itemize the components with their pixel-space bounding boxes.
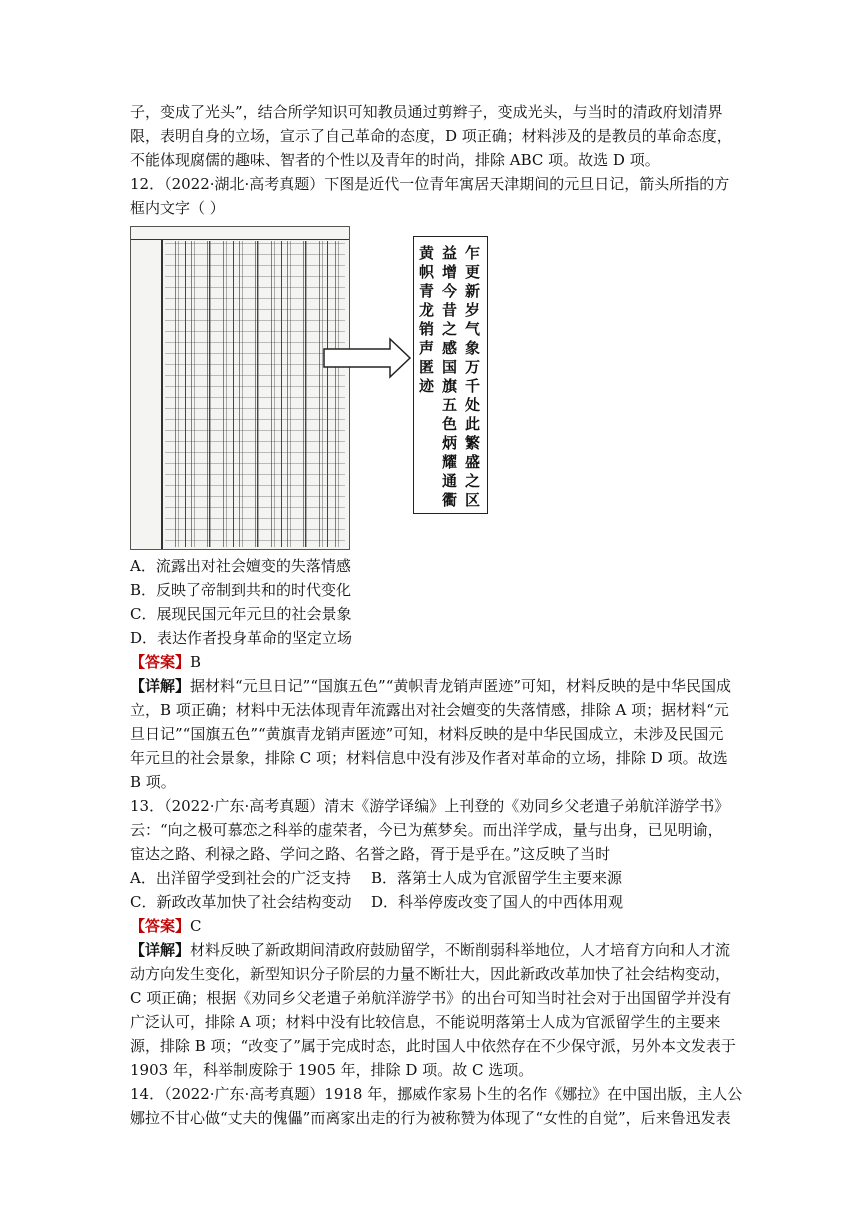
text-line: 宦达之路、利禄之路、学问之路、名誉之路，胥于是乎在。”这反映了当时 — [130, 845, 611, 863]
box-column-2: 益增今昔之感国旗五色炳耀通衢 — [440, 245, 458, 511]
text-line: 子，变成了光头”，结合所学知识可知教员通过剪辫子，变成光头，与当时的清政府划清界 — [130, 103, 723, 121]
diary-header-strip — [131, 227, 349, 240]
text-line: 动方向发生变化，新型知识分子阶层的力量不断壮大，因此新政改革加快了社会结构变动， — [130, 965, 731, 983]
text-line: 【详解】材料反映了新政期间清政府鼓励留学，不断削弱科举地位，人才培育方向和人才流 — [130, 941, 731, 959]
text-line: 源，排除 B 项；“改变了”属于完成时态，此时国人中依然存在不少保守派，另外本文发表于 — [130, 1037, 736, 1055]
question-12-answer — [130, 650, 201, 674]
text-line: 旦日记”“国旗五色”“黄旗青龙销声匿迹”可知，材料反映的是中华民国成立，未涉及民国元 — [130, 725, 724, 743]
diary-handwriting — [165, 241, 345, 547]
text-line: 立，B 项正确；材料中无法体现青年流露出对社会嬗变的失落情感，排除 A 项；据材料“元 — [130, 701, 729, 719]
question-14-stem — [130, 1082, 743, 1130]
text-line: 1903 年，科举制废除于 1905 年，排除 D 项。故 C 选项。 — [130, 1061, 534, 1079]
option-d: D．表达作者投身革命的坚定立场 — [130, 629, 353, 647]
diary-date-column — [131, 239, 163, 549]
text-line: 12．（2022·湖北·高考真题）下图是近代一位青年寓居天津期间的元旦日记，箭头所指的方 — [130, 175, 730, 193]
box-column-3: 黄帜青龙销声匿迹 — [417, 245, 435, 397]
answer-value: B — [190, 653, 202, 671]
text-line: 14．（2022·广东·高考真题）1918 年，挪威作家易卜生的名作《娜拉》在中国出版，主人公 — [130, 1085, 743, 1103]
option-c: C．新政改革加快了社会结构变动 — [130, 893, 352, 911]
text-line: 年元旦的社会景象，排除 C 项；材料信息中没有涉及作者对革命的立场，排除 D 项。故选 — [130, 749, 728, 767]
option-d: D．科举停废改变了国人的中西体用观 — [371, 893, 624, 911]
boxed-vertical-text — [413, 236, 488, 514]
text-line: 娜拉不甘心做“丈夫的傀儡”而离家出走的行为被称赞为体现了“女性的自觉”，后来鲁迅发表 — [130, 1109, 731, 1127]
question-13-stem — [130, 794, 735, 866]
box-column-1: 乍更新岁气象万千处此繁盛之区 — [463, 245, 481, 511]
option-b: B．落第士人成为官派留学生主要来源 — [371, 869, 623, 887]
text-line: C 项正确；根据《劝同乡父老遣子弟航洋游学书》的出台可知当时社会对于出国留学并没有 — [130, 989, 732, 1007]
question-13-answer — [130, 914, 202, 938]
diary-image — [130, 226, 350, 550]
text-line: 框内文字（ ） — [130, 199, 225, 217]
question-12-detail — [130, 674, 735, 794]
text-line: 13．（2022·广东·高考真题）清末《游学译编》上刊登的《劝同乡父老遣子弟航洋游学书》 — [130, 797, 730, 815]
answer-tag: 【答案】 — [130, 653, 191, 671]
question-13-detail — [130, 938, 735, 1082]
option-c: C．展现民国元年元旦的社会景象 — [130, 605, 352, 623]
text-line: 云：“向之极可慕恋之科举的虚荣者，今已为蕉梦矣。而出洋学成，量与出身，已见明谕， — [130, 821, 723, 839]
option-a: A．出洋留学受到社会的广泛支持 — [130, 869, 351, 887]
question-12-stem — [130, 172, 735, 220]
answer-tag: 【答案】 — [130, 917, 191, 935]
detail-tag: 【详解】 — [130, 677, 191, 695]
arrow-icon — [322, 336, 414, 380]
text-line: B 项。 — [130, 773, 176, 791]
option-b: B．反映了帝制到共和的时代变化 — [130, 581, 352, 599]
answer-value: C — [190, 917, 202, 935]
text-line: 限，表明自身的立场，宣示了自己革命的态度，D 项正确；材料涉及的是教员的革命态度， — [130, 127, 732, 145]
text-line: 不能体现腐儒的趣味、智者的个性以及青年的时尚，排除 ABC 项。故选 D 项。 — [130, 151, 660, 169]
text-line: 【详解】据材料“元旦日记”“国旗五色”“黄帜青龙销声匿迹”可知，材料反映的是中华民国成 — [130, 677, 732, 695]
text-line: 广泛认可，排除 A 项；材料中没有比较信息，不能说明落第士人成为官派留学生的主要来 — [130, 1013, 721, 1031]
previous-answer-continuation — [130, 100, 735, 172]
option-a: A．流露出对社会嬗变的失落情感 — [130, 557, 351, 575]
detail-tag: 【详解】 — [130, 941, 191, 959]
